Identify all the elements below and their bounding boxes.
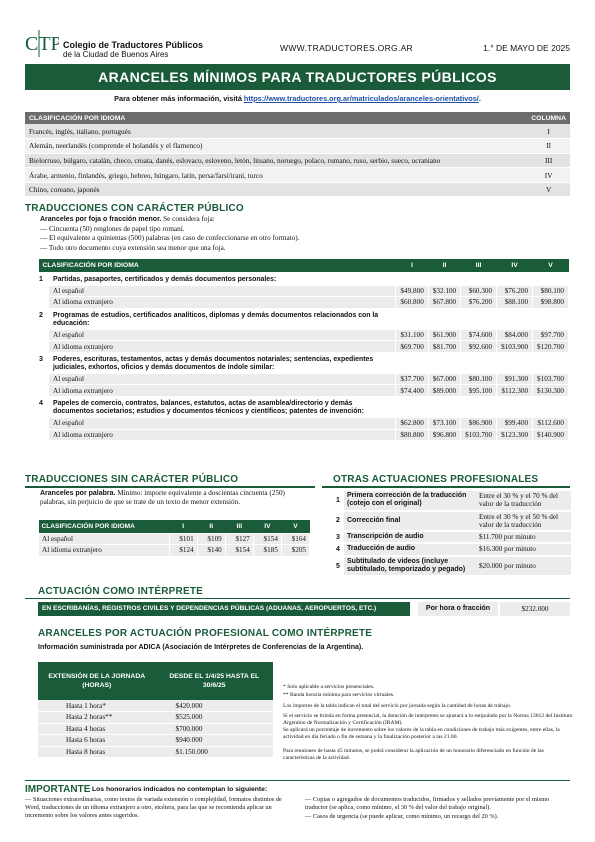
sin-caracter-table — [38, 520, 310, 557]
empty-cell — [461, 308, 497, 329]
price-cell: $205 — [281, 545, 309, 557]
price-cell: $96.800 — [428, 429, 460, 441]
divider — [25, 598, 570, 599]
section-title-sin-caracter: TRADUCCIONES SIN CARÁCTER PÚBLICO — [25, 474, 239, 485]
row-label: Al español — [49, 329, 396, 341]
fee-cell: $700.000 — [156, 723, 274, 735]
adica-note: ** Banda horaria mínima para servicios virtuales. — [283, 692, 395, 698]
price-cell: $67.800 — [428, 297, 460, 309]
item-value: $11.700 por minuto — [476, 531, 571, 543]
page-title: ARANCELES MÍNIMOS PARA TRADUCTORES PÚBLICOS — [25, 64, 570, 90]
item-value: Entre el 30 % y el 70 % del valor de la traducción — [476, 491, 571, 511]
table-row — [39, 297, 569, 309]
item-value: Entre el 30 % y el 50 % del valor de la traducción — [476, 511, 571, 532]
empty-cell — [533, 308, 569, 329]
column-header: II — [428, 259, 460, 272]
column-header: CLASIFICACIÓN POR IDIOMA — [39, 520, 170, 533]
column-cell: I — [527, 124, 570, 139]
table-row — [38, 712, 273, 724]
interprete-scope: EN ESCRIBANÍAS, REGISTROS CIVILES Y DEPENDENCIAS PÚBLICAS (ADUANAS, AEROPUERTOS, ETC.) — [38, 602, 410, 616]
table-row — [25, 168, 570, 183]
item-number: 4 — [333, 543, 344, 555]
group-description: Programas de estudios, certificados analíticos, diplomas y demás documentos relacionados con la educación: — [49, 308, 396, 329]
group-row — [39, 397, 569, 418]
empty-cell — [428, 397, 460, 418]
price-cell: $130.300 — [533, 385, 569, 397]
fee-cell: $940.000 — [156, 735, 274, 747]
website-link[interactable]: WWW.TRADUCTORES.ORG.AR — [280, 43, 413, 53]
column-header: V — [533, 259, 569, 272]
price-cell: $81.700 — [428, 341, 460, 353]
empty-cell — [428, 352, 460, 373]
con-caracter-intro: Aranceles por foja o fracción menor. Se considera foja: — Cincuenta (50) renglones de papel tipo romaní. — El equivalente a quinientas (500) palabras (en caso de confeccionarse en otro formato). — Todo otro documento cuya extensión sea menor que una foja. — [40, 215, 300, 252]
column-header: CLASIFICACIÓN POR IDIOMA — [39, 259, 396, 272]
empty-cell — [461, 272, 497, 285]
table-row — [38, 746, 273, 758]
item-description: Corrección final — [344, 511, 476, 532]
item-number: 5 — [333, 556, 344, 577]
price-cell: $164 — [281, 533, 309, 545]
price-cell: $74.600 — [461, 329, 497, 341]
price-cell: $123.300 — [497, 429, 533, 441]
importante-title: IMPORTANTE — [25, 784, 91, 795]
empty-cell — [497, 397, 533, 418]
languages-cell: Árabe, armenio, finlandés, griego, hebreo, húngaro, latín, persa/farsí/iraní, turco — [25, 168, 527, 183]
adica-note: Si el servicio se brinda en forma presencial, la dotación de intérpretes se ajustará a lo estipulado por la Norma 13612 del Instituto Argentino de Normalización y Certificación (IRAM). — [283, 713, 573, 726]
price-cell: $88.100 — [497, 297, 533, 309]
price-cell: $37.700 — [396, 373, 428, 385]
price-cell: $76.200 — [461, 297, 497, 309]
price-cell: $140.900 — [533, 429, 569, 441]
table-row — [25, 139, 570, 154]
empty-cell — [428, 308, 460, 329]
price-cell: $60.300 — [461, 285, 497, 297]
empty-cell — [461, 352, 497, 373]
price-cell: $109 — [197, 533, 225, 545]
fee-cell: $1.150.000 — [156, 746, 274, 758]
empty-cell — [396, 308, 428, 329]
item-description: Transcripción de audio — [344, 531, 476, 543]
price-cell: $103.700 — [533, 373, 569, 385]
adica-note: Se aplicará un porcentaje de incremento sobre los valores de la tabla en condiciones de trabajo más exigentes, entre ellas, la actividad en día feriado o fin de semana y la finalización posterior a las 21.00. — [283, 727, 560, 740]
price-cell: $89.000 — [428, 385, 460, 397]
adica-note: Para reuniones de hasta 45 minutos, se podrá considerar la aplicación de un honorario diferenciado en función de las características de la actividad. — [283, 748, 544, 761]
table-row — [39, 285, 569, 297]
divider — [25, 486, 315, 488]
price-cell: $185 — [253, 545, 281, 557]
row-label: Al español — [49, 418, 396, 430]
table-row — [39, 429, 569, 441]
adica-note: * Solo aplicable a servicios presenciales. — [283, 684, 375, 690]
price-cell: $127 — [225, 533, 253, 545]
hours-cell: Hasta 4 horas — [38, 723, 156, 735]
price-cell: $49.800 — [396, 285, 428, 297]
price-cell: $73.100 — [428, 418, 460, 430]
row-label: Al idioma extranjero — [49, 429, 396, 441]
table-row — [39, 329, 569, 341]
column-header: V — [281, 520, 309, 533]
group-row — [39, 352, 569, 373]
price-cell: $80.100 — [533, 285, 569, 297]
table-row — [25, 182, 570, 197]
item-description: Subtitulado de videos (incluye subtitulado, temporizado y pegado) — [344, 556, 476, 577]
empty-cell — [461, 397, 497, 418]
price-cell: $103.700 — [461, 429, 497, 441]
price-cell: $99.400 — [497, 418, 533, 430]
price-cell: $154 — [225, 545, 253, 557]
row-label: Al idioma extranjero — [39, 545, 170, 557]
column-header: II — [197, 520, 225, 533]
column-cell: III — [527, 153, 570, 168]
price-cell: $69.700 — [396, 341, 428, 353]
table-row — [39, 545, 310, 557]
price-cell: $120.700 — [533, 341, 569, 353]
price-cell: $98.800 — [533, 297, 569, 309]
price-cell: $62.800 — [396, 418, 428, 430]
row-label: Al idioma extranjero — [49, 341, 396, 353]
divider — [322, 486, 570, 488]
price-cell: $91.300 — [497, 373, 533, 385]
column-header: III — [225, 520, 253, 533]
column-header: IV — [497, 259, 533, 272]
column-header: III — [461, 259, 497, 272]
item-value: $16.300 por minuto — [476, 543, 571, 555]
hours-cell: Hasta 2 horas** — [38, 712, 156, 724]
languages-cell: Francés, inglés, italiano, portugués — [25, 124, 527, 139]
group-number: 3 — [39, 352, 49, 396]
ctp-logo — [25, 28, 59, 58]
sin-caracter-intro: Aranceles por palabra. Mínimo: importe equivalente a doscientas cincuenta (250) palabras, sin perjuicio de que se trate de un texto de menor extensión. — [40, 489, 285, 506]
price-cell: $112.600 — [533, 418, 569, 430]
empty-cell — [428, 272, 460, 285]
column-header: IV — [253, 520, 281, 533]
row-label: Al idioma extranjero — [49, 297, 396, 309]
item-number: 1 — [333, 491, 344, 511]
table-row — [38, 700, 273, 712]
table-row — [25, 124, 570, 139]
divider — [25, 780, 570, 781]
price-cell: $103.900 — [497, 341, 533, 353]
org-name: Colegio de Traductores Públicos — [63, 40, 204, 50]
group-description: Poderes, escrituras, testamentos, actas y demás documentos notariales; sentencias, expedientes judiciales, exhortos, oficios y demás documentos de índole similar: — [49, 352, 396, 373]
group-row — [39, 272, 569, 285]
table-row — [25, 153, 570, 168]
group-number: 2 — [39, 308, 49, 352]
item-number: 2 — [333, 511, 344, 532]
info-line: Para obtener más información, visitá https://www.traductores.org.ar/matriculados/aranceles-orientativos/. — [114, 94, 481, 103]
table-row — [333, 511, 571, 532]
svg-text:CTP: CTP — [25, 33, 59, 55]
price-cell: $67.000 — [428, 373, 460, 385]
price-cell: $101 — [169, 533, 197, 545]
table-row — [39, 341, 569, 353]
item-description: Primera corrección de la traducción (cotejo con el original) — [344, 491, 476, 511]
column-cell: IV — [527, 168, 570, 183]
table-row — [39, 533, 310, 545]
column-header: I — [396, 259, 428, 272]
row-label: Al español — [49, 373, 396, 385]
page-header — [25, 28, 570, 58]
group-description: Partidas, pasaportes, certificados y demás documentos personales: — [49, 272, 396, 285]
section-title-otras: OTRAS ACTUACIONES PROFESIONALES — [333, 474, 539, 485]
empty-cell — [396, 352, 428, 373]
price-cell: $80.100 — [461, 373, 497, 385]
adica-note: Los importes de la tabla indican el total del servicio por jornada según la cantidad de horas de trabajo. — [283, 703, 512, 709]
item-value: $20.000 por minuto — [476, 556, 571, 577]
con-caracter-table — [38, 259, 569, 441]
column-header: I — [169, 520, 197, 533]
adica-subtitle: Información suministrada por ADICA (Asociación de Intérpretes de Conferencias de la Argentina). — [38, 644, 364, 651]
publication-date: 1.° DE MAYO DE 2025 — [483, 43, 570, 53]
empty-cell — [497, 272, 533, 285]
price-cell: $95.100 — [461, 385, 497, 397]
row-label: Al idioma extranjero — [49, 385, 396, 397]
price-cell: $74.400 — [396, 385, 428, 397]
section-title-interprete: ACTUACIÓN COMO INTÉRPRETE — [38, 586, 203, 597]
languages-cell: Chino, coreano, japonés — [25, 182, 527, 197]
interprete-value: $232.000 — [500, 602, 570, 616]
table-row — [333, 543, 571, 555]
price-cell: $97.700 — [533, 329, 569, 341]
fee-cell: $525.000 — [156, 712, 274, 724]
section-title-con-caracter: TRADUCCIONES CON CARÁCTER PÚBLICO — [25, 203, 244, 214]
empty-cell — [497, 308, 533, 329]
price-cell: $31.100 — [396, 329, 428, 341]
group-number: 4 — [39, 397, 49, 441]
info-link[interactable]: https://www.traductores.org.ar/matriculados/aranceles-orientativos/ — [243, 94, 479, 103]
empty-cell — [533, 272, 569, 285]
importante-right-2: — Casos de urgencia (se puede aplicar, como mínimo, un recargo del 20 %). — [305, 813, 499, 820]
fee-cell: $420.000 — [156, 700, 274, 712]
price-cell: $80.800 — [396, 429, 428, 441]
row-label: Al español — [39, 533, 170, 545]
item-description: Traducción de audio — [344, 543, 476, 555]
importante-right-1: — Copias o agregados de documentos traducidos, firmados y sellados previamente por el mismo traductor (se aplica, como mínimo, el 30 % del valor del trabajo original). — [305, 796, 550, 811]
languages-cell: Alemán, neerlandés (comprende el holandés y el flamenco) — [25, 139, 527, 154]
importante-lead: Los honorarios indicados no contemplan lo siguiente: — [92, 786, 268, 793]
language-classification-table: CLASIFICACIÓN POR IDIOMA COLUMNA Francés, inglés, italiano, portugués I Alemán, neerlandés (comprende el holandés y el flamenco) II Bielorruso, búlgaro, catalán, checo, croata, danés, eslovaco, esloveno, letón, lituano, noruego, polaco, rumano, ruso, serbio, sueco, ucraniano III Árabe, armenio, finlandés, griego, hebreo, húngaro, latín, persa/farsí/iraní, turco IV Chino, coreano, japonés V — [25, 112, 570, 197]
empty-cell — [396, 272, 428, 285]
table-row — [38, 723, 273, 735]
price-cell: $92.600 — [461, 341, 497, 353]
hours-cell: Hasta 6 horas — [38, 735, 156, 747]
empty-cell — [533, 397, 569, 418]
price-cell: $140 — [197, 545, 225, 557]
table-row — [39, 373, 569, 385]
column-cell: V — [527, 182, 570, 197]
price-cell: $112.300 — [497, 385, 533, 397]
hours-cell: Hasta 1 hora* — [38, 700, 156, 712]
row-label: Al español — [49, 285, 396, 297]
interprete-unit: Por hora o fracción — [418, 602, 498, 616]
price-cell: $60.800 — [396, 297, 428, 309]
table-row — [38, 735, 273, 747]
table-row — [39, 418, 569, 430]
table-row — [333, 491, 571, 511]
item-number: 3 — [333, 531, 344, 543]
otras-actuaciones-table — [333, 491, 571, 577]
price-cell: $154 — [253, 533, 281, 545]
price-cell: $86.900 — [461, 418, 497, 430]
empty-cell — [396, 397, 428, 418]
hours-cell: Hasta 8 horas — [38, 746, 156, 758]
price-cell: $32.100 — [428, 285, 460, 297]
languages-cell: Bielorruso, búlgaro, catalán, checo, croata, danés, eslovaco, esloveno, letón, lituano, noruego, polaco, rumano, ruso, serbio, sueco, ucraniano — [25, 153, 527, 168]
price-cell: $61.900 — [428, 329, 460, 341]
price-cell: $76.200 — [497, 285, 533, 297]
group-description: Papeles de comercio, contratos, balances, estatutos, actas de asamblea/directorio y demás documentos societarios; estudios y documentos técnicos y científicos; patentes de invención: — [49, 397, 396, 418]
table-row — [333, 531, 571, 543]
price-cell: $124 — [169, 545, 197, 557]
empty-cell — [533, 352, 569, 373]
table-row — [39, 385, 569, 397]
price-cell: $84.000 — [497, 329, 533, 341]
group-row — [39, 308, 569, 329]
adica-table: EXTENSIÓN DE LA JORNADA (HORAS) DESDE EL 1/4/25 HASTA EL 30/6/25 Hasta 1 hora* $420.000 Hasta 2 horas** $525.000 Hasta 4 horas $700.000 Hasta 6 horas $940.000 Hasta 8 horas $1.150.000 — [38, 662, 273, 758]
table-row — [333, 556, 571, 577]
column-cell: II — [527, 139, 570, 154]
org-city: de la Ciudad de Buenos Aires — [63, 50, 169, 59]
empty-cell — [497, 352, 533, 373]
section-title-adica: ARANCELES POR ACTUACIÓN PROFESIONAL COMO INTÉRPRETE — [38, 628, 373, 639]
group-number: 1 — [39, 272, 49, 308]
importante-left: — Situaciones extraordinarias, como textos de variada extensión o complejidad, formatos distintos de Word, traducciones de un idioma extranjero a otro, etcétera, para las que se recomienda aplicar un incremento sobre los valores antes sugeridos. — [25, 796, 282, 819]
